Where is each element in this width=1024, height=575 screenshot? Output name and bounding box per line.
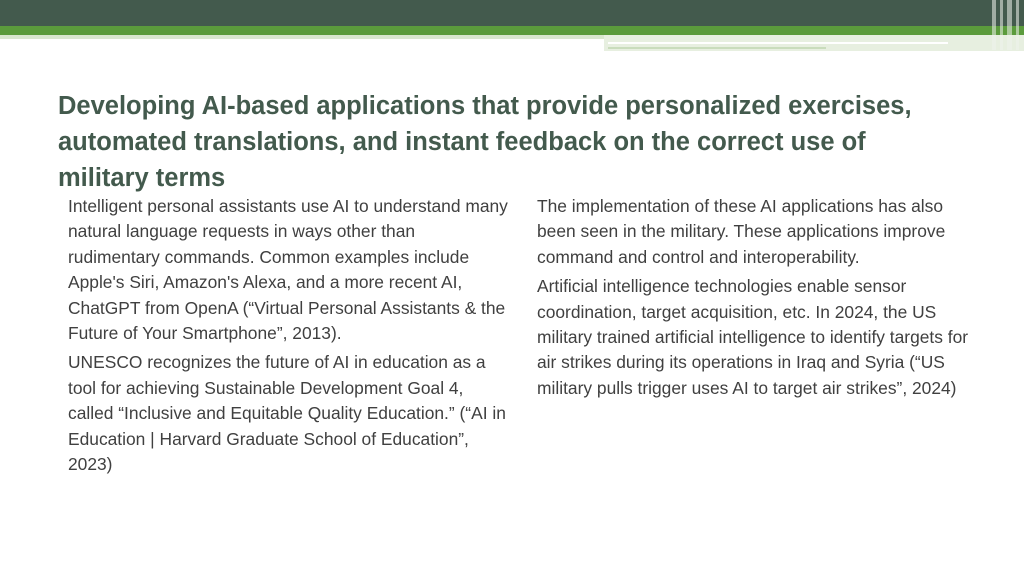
slide-title: Developing AI-based applications that provide personalized exercises, automated translations, and instant feedback on the correct use of military terms (58, 92, 912, 192)
right-paragraph: The implementation of these AI applications has also been seen in the military. These applications improve command and control and interoperability. (537, 196, 946, 267)
left-text-column (68, 194, 508, 481)
left-paragraph: Intelligent personal assistants use AI to understand many natural language requests in ways other than rudimentary commands. Common examples include Apple's Siri, Amazon's Alexa, and a more recent AI, ChatGPT from OpenA (“Virtual Personal Assistants & the Future of Your Smartphone”, 2013). (68, 196, 508, 344)
header-green-band (0, 26, 1024, 35)
header-pale-line (0, 35, 604, 39)
header-dark-band (0, 0, 1024, 26)
right-text-column (537, 194, 977, 405)
right-paragraph: Artificial intelligence technologies enable sensor coordination, target acquisition, etc. In 2024, the US military trained artificial intelligence to identify targets for air strikes during its operations in Iraq and Syria (“US military pulls trigger uses AI to target air strikes”, 2024) (537, 276, 969, 398)
header-accent-line (608, 42, 948, 44)
left-paragraph: UNESCO recognizes the future of AI in education as a tool for achieving Sustainable Development Goal 4, called “Inclusive and Equitable Quality Education.” (“AI in Education | Harvard Graduate School of Education”, 2023) (68, 352, 506, 475)
header-accent-line-short (608, 47, 826, 49)
header-stripes-decoration (990, 0, 1024, 50)
